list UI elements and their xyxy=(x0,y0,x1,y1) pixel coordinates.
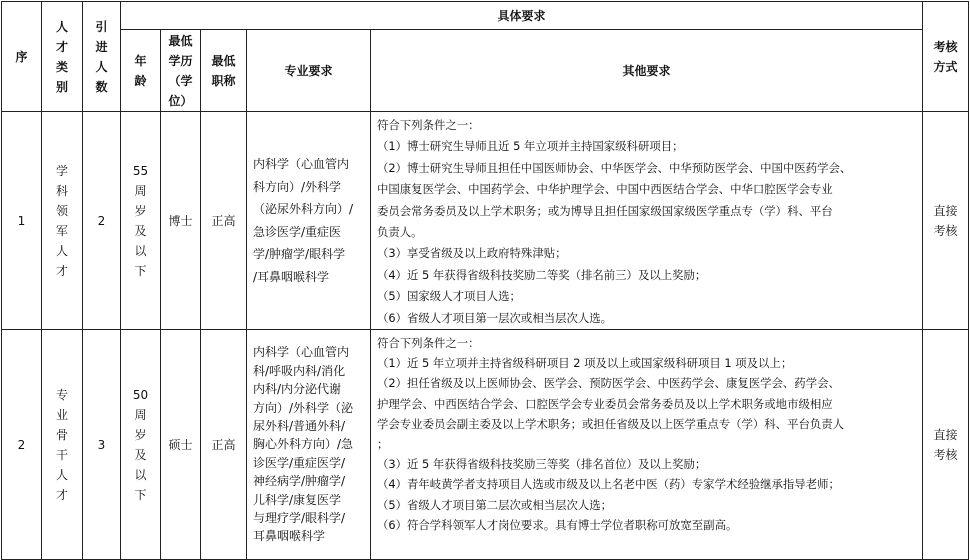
other-line: （2）博士研究生导师且担任中国医师协会、中华医学会、中华预防医学会、中国中医药学会、 xyxy=(377,160,852,175)
other-line: （1）博士研究生导师且近 5 年立项并主持国家级科研项目； xyxy=(377,139,684,154)
cell-count: 2 xyxy=(83,112,121,330)
header-title: 最低 职称 xyxy=(201,30,247,112)
header-education: 最低 学历 （学 位） xyxy=(161,30,201,112)
recruitment-table xyxy=(1,1,969,560)
cell-age: 55 周 岁 及 以 下 xyxy=(121,112,161,330)
other-line: 护理学会、中西医结合学会、口腔医学会专业委员会常务委员及以上学术职务或地市级相应 xyxy=(377,396,833,411)
other-line: （3）近 5 年获得省级科技奖励三等奖（排名首位）及以上奖励； xyxy=(377,457,707,472)
header-age: 年 龄 xyxy=(121,30,161,112)
cell-age: 50 周 岁 及 以 下 xyxy=(121,330,161,560)
other-line: （5）省级人才项目第二层次或相当层次人选； xyxy=(377,497,613,512)
other-line: 符合下列条件之一： xyxy=(377,336,480,351)
other-line: （4）青年岐黄学者支持项目人选或市级及以上名老中医（药）专家学术经验继承指导老师； xyxy=(377,477,840,492)
cell-major: 内科学（心血管内 科方向）/外科学 （泌尿外科方向）/ 急诊医学/重症医 学/肿瘤学/眼科学 /耳鼻咽喉科学 xyxy=(247,112,371,330)
cell-education: 硕士 xyxy=(161,330,201,560)
cell-title: 正高 xyxy=(201,330,247,560)
other-line: （6）符合学科领军人才岗位要求。具有博士学位者职称可放宽至副高。 xyxy=(377,517,738,532)
cell-education: 博士 xyxy=(161,112,201,330)
cell-method: 直接 考核 xyxy=(923,112,969,330)
cell-count: 3 xyxy=(83,330,121,560)
other-line: （3）享受省级及以上政府特殊津贴； xyxy=(377,246,567,261)
header-requirements-group: 具体要求 xyxy=(121,2,923,30)
other-line: （1）近 5 年立项并主持省级科研项目 2 项及以上或国家级科研项目 1 项及以上； xyxy=(377,356,793,371)
other-line: （6）省级人才项目第一层次或相当层次人选。 xyxy=(377,310,613,325)
header-method: 考核 方式 xyxy=(923,2,969,112)
header-count: 引 进 人 数 xyxy=(83,2,121,112)
cell-method: 直接 考核 xyxy=(923,330,969,560)
cell-category: 学 科 领 军 人 才 xyxy=(42,112,83,330)
cell-seq: 1 xyxy=(2,112,42,330)
table-row xyxy=(2,112,969,330)
other-line: 委员会常务委员及以上学术职务；或为博导且担任国家级国家级医学重点专（学）科、平台 xyxy=(377,203,833,218)
header-seq: 序 xyxy=(2,2,42,112)
cell-category: 专 业 骨 干 人 才 xyxy=(42,330,83,560)
cell-other xyxy=(371,330,923,560)
other-line: 中国康复医学会、中国药学会、中华护理学会、中国中西医结合学会、中华口腔医学会专业 xyxy=(377,182,833,197)
other-line: 学会专业委员会副主委及以上学术职务；或担任省级及以上医学重点专（学）科、平台负责人 xyxy=(377,416,845,431)
cell-other xyxy=(371,112,923,330)
other-line: （2）担任省级及以上医师协会、医学会、预防医学会、中医药学会、康复医学会、药学会、 xyxy=(377,376,840,391)
table-row xyxy=(2,330,969,560)
cell-seq: 2 xyxy=(2,330,42,560)
other-line: （4）近 5 年获得省级科技奖励二等奖（排名前三）及以上奖励； xyxy=(377,267,707,282)
header-major: 专业要求 xyxy=(247,30,371,112)
other-line: 符合下列条件之一： xyxy=(377,118,480,132)
other-line: 负责人。 xyxy=(377,225,423,240)
header-category: 人 才 类 别 xyxy=(42,2,83,112)
other-line: （5）国家级人才项目人选； xyxy=(377,289,521,304)
header-other: 其他要求 xyxy=(371,30,923,112)
cell-major: 内科学（心血管内 科/呼吸内科/消化 内科/内分泌代谢 方向）/外科学（泌 尿外科/普通外科/ 胸心外科方向）/急 诊医学/重症医学/ 神经病学/肿瘤学/ 儿科学/康复医学 与理疗学/眼科学/ 耳鼻咽喉科学 xyxy=(247,330,371,560)
other-line: ； xyxy=(377,437,389,452)
cell-title: 正高 xyxy=(201,112,247,330)
